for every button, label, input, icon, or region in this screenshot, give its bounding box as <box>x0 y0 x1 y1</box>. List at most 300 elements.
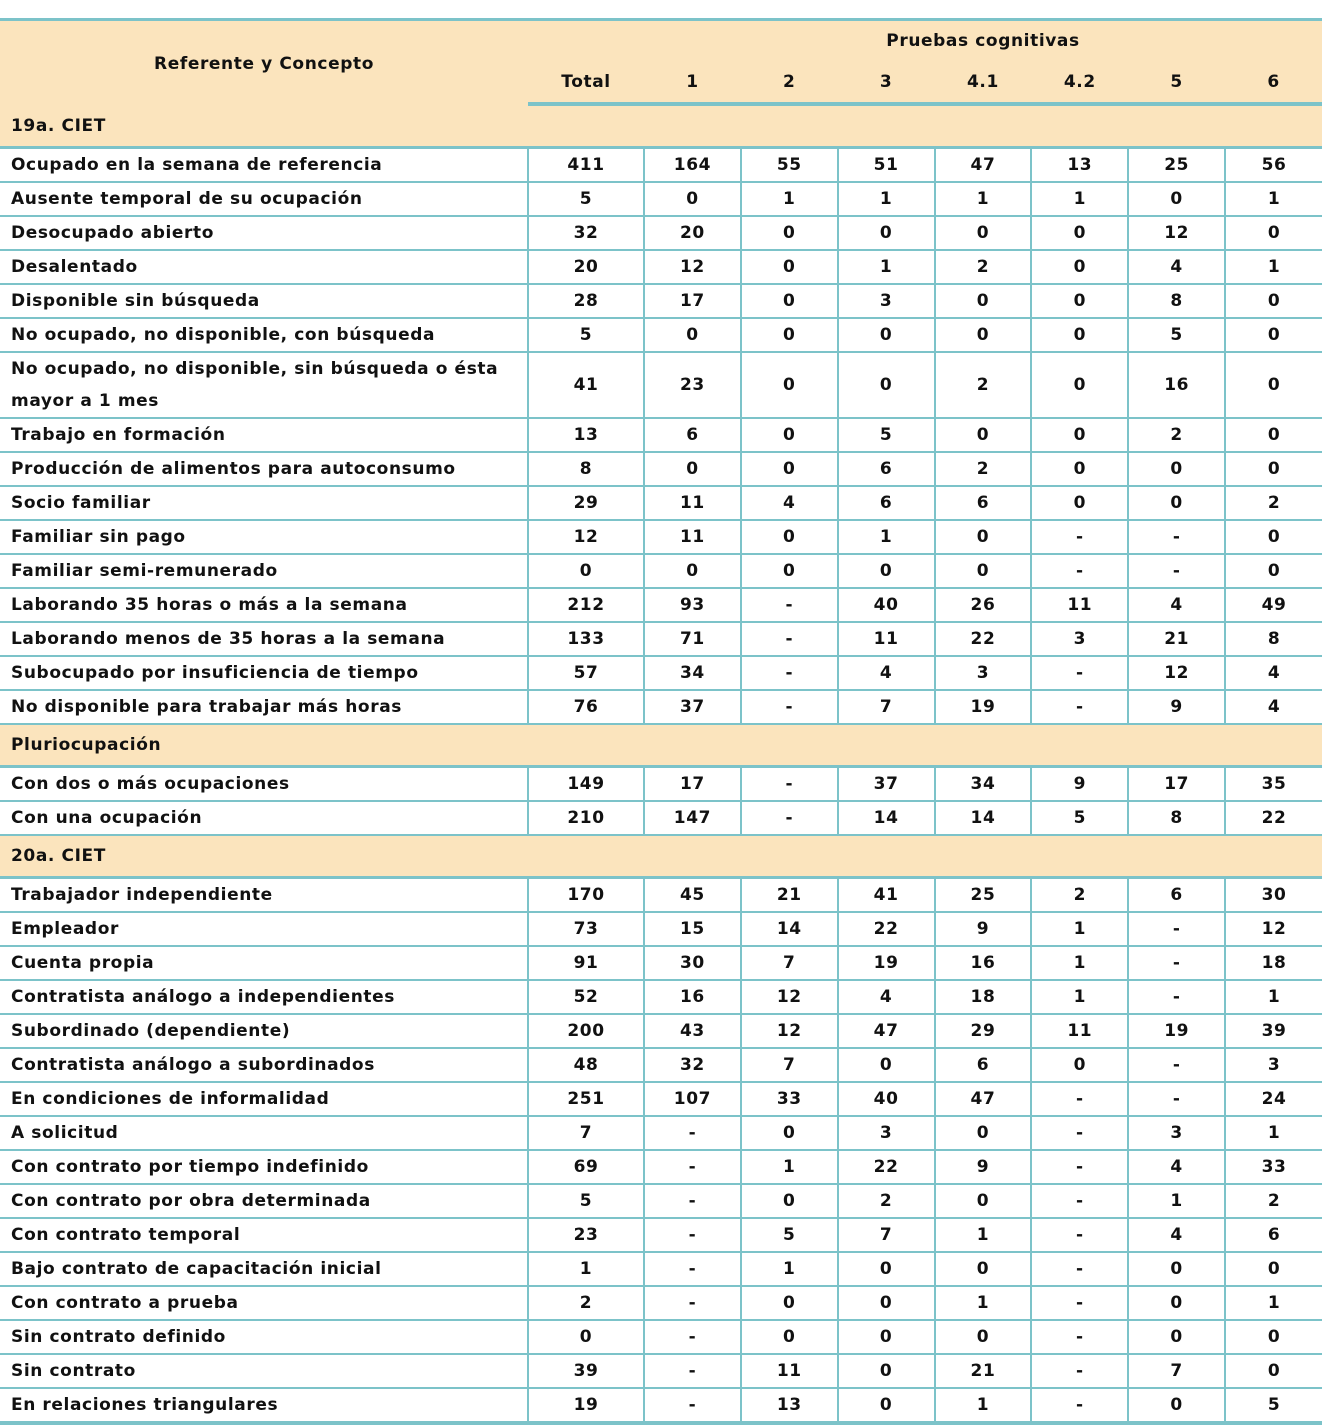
table-cell: 1 <box>935 1218 1032 1252</box>
table-cell: 0 <box>1128 452 1225 486</box>
table-cell: 23 <box>644 352 741 418</box>
data-table <box>0 18 1322 1425</box>
row-label: Desocupado abierto <box>0 216 528 250</box>
table-cell: 0 <box>1128 1320 1225 1354</box>
table-cell: 0 <box>1031 216 1128 250</box>
table-cell: 107 <box>644 1082 741 1116</box>
table-cell: 7 <box>528 1116 644 1150</box>
row-label: Con contrato a prueba <box>0 1286 528 1320</box>
table-cell: - <box>1031 1150 1128 1184</box>
row-label: Con contrato por obra determinada <box>0 1184 528 1218</box>
table-cell: 147 <box>644 801 741 835</box>
table-cell: 21 <box>741 877 838 912</box>
row-label: Familiar sin pago <box>0 520 528 554</box>
table-body <box>0 104 1322 1423</box>
table-cell: 0 <box>1031 284 1128 318</box>
table-cell: 0 <box>644 452 741 486</box>
table-cell: 1 <box>1225 250 1322 284</box>
table-cell: 28 <box>528 284 644 318</box>
table-cell: 0 <box>528 554 644 588</box>
table-cell: 4 <box>1128 1150 1225 1184</box>
table-cell: 20 <box>644 216 741 250</box>
table-cell: - <box>1128 520 1225 554</box>
table-cell: 1 <box>1031 182 1128 216</box>
table-cell: 0 <box>838 1354 935 1388</box>
row-label: Contratista análogo a subordinados <box>0 1048 528 1082</box>
table-cell: 48 <box>528 1048 644 1082</box>
table-cell: 19 <box>528 1388 644 1423</box>
column-header: 4.1 <box>935 62 1032 104</box>
table-cell: 1 <box>528 1252 644 1286</box>
table-cell: 40 <box>838 588 935 622</box>
section-row <box>0 724 1322 767</box>
table-cell: 23 <box>528 1218 644 1252</box>
table-cell: 0 <box>935 418 1032 452</box>
table-cell: 3 <box>1031 622 1128 656</box>
table-cell: 0 <box>741 216 838 250</box>
table-cell: - <box>1031 690 1128 724</box>
table-row <box>0 418 1322 452</box>
table-row <box>0 656 1322 690</box>
table-row <box>0 1048 1322 1082</box>
table-row <box>0 1286 1322 1320</box>
table-cell: 5 <box>1128 318 1225 352</box>
row-label: Subordinado (dependiente) <box>0 1014 528 1048</box>
table-cell: 8 <box>1225 622 1322 656</box>
table-cell: 0 <box>1225 1354 1322 1388</box>
table-cell: 51 <box>838 147 935 182</box>
table-row <box>0 486 1322 520</box>
table-cell: 3 <box>935 656 1032 690</box>
table-row <box>0 766 1322 801</box>
table-row <box>0 284 1322 318</box>
table-row <box>0 622 1322 656</box>
table-cell: 0 <box>741 318 838 352</box>
table-cell: - <box>1031 1354 1128 1388</box>
table-cell: 1 <box>838 520 935 554</box>
table-cell: 21 <box>1128 622 1225 656</box>
table-cell: 5 <box>1031 801 1128 835</box>
table-cell: 0 <box>644 318 741 352</box>
table-cell: 17 <box>1128 766 1225 801</box>
table-cell: 73 <box>528 912 644 946</box>
table-cell: 0 <box>1031 486 1128 520</box>
table-cell: - <box>644 1286 741 1320</box>
table-row <box>0 1082 1322 1116</box>
table-cell: 1 <box>1225 1286 1322 1320</box>
table-row <box>0 801 1322 835</box>
table-cell: 0 <box>935 554 1032 588</box>
table-cell: 1 <box>1031 980 1128 1014</box>
table-cell: 7 <box>741 1048 838 1082</box>
table-cell: 0 <box>1225 554 1322 588</box>
row-label: Producción de alimentos para autoconsumo <box>0 452 528 486</box>
table-cell: 0 <box>1128 182 1225 216</box>
row-label: Bajo contrato de capacitación inicial <box>0 1252 528 1286</box>
row-label: Ocupado en la semana de referencia <box>0 147 528 182</box>
table-row <box>0 1184 1322 1218</box>
table-cell: 0 <box>1128 1286 1225 1320</box>
table-cell: 1 <box>838 182 935 216</box>
table-cell: 411 <box>528 147 644 182</box>
table-cell: 5 <box>1225 1388 1322 1423</box>
row-label: No ocupado, no disponible, con búsqueda <box>0 318 528 352</box>
table-row <box>0 946 1322 980</box>
table-row <box>0 1252 1322 1286</box>
table-cell: 5 <box>838 418 935 452</box>
table-cell: 19 <box>838 946 935 980</box>
row-label: Socio familiar <box>0 486 528 520</box>
table-cell: 7 <box>838 690 935 724</box>
table-cell: 2 <box>838 1184 935 1218</box>
table-cell: 0 <box>838 1320 935 1354</box>
row-label: Trabajo en formación <box>0 418 528 452</box>
table-cell: 4 <box>1128 250 1225 284</box>
column-header: 6 <box>1225 62 1322 104</box>
table-cell: 2 <box>935 352 1032 418</box>
table-cell: 30 <box>1225 877 1322 912</box>
table-cell: 9 <box>935 1150 1032 1184</box>
column-header: Total <box>528 62 644 104</box>
table-cell: 8 <box>1128 284 1225 318</box>
table-cell: 2 <box>1031 877 1128 912</box>
table-cell: 52 <box>528 980 644 1014</box>
table-cell: 2 <box>935 250 1032 284</box>
table-cell: - <box>1031 1184 1128 1218</box>
table-cell: 0 <box>741 418 838 452</box>
table-cell: 7 <box>741 946 838 980</box>
column-header: 1 <box>644 62 741 104</box>
row-label: Desalentado <box>0 250 528 284</box>
table-cell: 56 <box>1225 147 1322 182</box>
table-cell: 0 <box>838 1286 935 1320</box>
table-cell: 0 <box>741 520 838 554</box>
row-label: Trabajador independiente <box>0 877 528 912</box>
table-cell: 1 <box>1031 912 1128 946</box>
table-cell: 4 <box>1128 588 1225 622</box>
row-label: Disponible sin búsqueda <box>0 284 528 318</box>
table-cell: 12 <box>741 980 838 1014</box>
table-cell: 0 <box>741 250 838 284</box>
row-label: Cuenta propia <box>0 946 528 980</box>
table-cell: 2 <box>935 452 1032 486</box>
table-cell: 39 <box>1225 1014 1322 1048</box>
section-row <box>0 104 1322 148</box>
table-row <box>0 318 1322 352</box>
table-cell: 200 <box>528 1014 644 1048</box>
column-header: 4.2 <box>1031 62 1128 104</box>
table-cell: 0 <box>1031 318 1128 352</box>
table-cell: 16 <box>935 946 1032 980</box>
table-cell: 0 <box>1031 418 1128 452</box>
table-cell: 0 <box>528 1320 644 1354</box>
table-cell: 3 <box>1225 1048 1322 1082</box>
table-cell: 0 <box>838 352 935 418</box>
table-cell: 11 <box>1031 588 1128 622</box>
table-cell: 18 <box>1225 946 1322 980</box>
table-cell: - <box>741 622 838 656</box>
table-cell: 57 <box>528 656 644 690</box>
table-cell: - <box>1128 912 1225 946</box>
table-cell: 21 <box>935 1354 1032 1388</box>
table-cell: 33 <box>1225 1150 1322 1184</box>
table-cell: 49 <box>1225 588 1322 622</box>
table-cell: - <box>1128 946 1225 980</box>
table-cell: 1 <box>741 1252 838 1286</box>
table-cell: - <box>1128 1048 1225 1082</box>
table-cell: 4 <box>1225 656 1322 690</box>
table-cell: 9 <box>935 912 1032 946</box>
table-cell: 0 <box>1225 352 1322 418</box>
table-cell: 11 <box>1031 1014 1128 1048</box>
table-cell: 164 <box>644 147 741 182</box>
table-cell: 22 <box>935 622 1032 656</box>
table-cell: 41 <box>528 352 644 418</box>
table-cell: 0 <box>1031 1048 1128 1082</box>
table-cell: 251 <box>528 1082 644 1116</box>
table-row <box>0 588 1322 622</box>
table-cell: 17 <box>644 284 741 318</box>
table-cell: 0 <box>935 1252 1032 1286</box>
table-cell: 8 <box>528 452 644 486</box>
table-cell: 0 <box>1225 1320 1322 1354</box>
table-cell: 35 <box>1225 766 1322 801</box>
table-cell: 5 <box>741 1218 838 1252</box>
table-cell: 22 <box>838 912 935 946</box>
table-cell: 6 <box>838 452 935 486</box>
table-cell: 76 <box>528 690 644 724</box>
table-cell: 91 <box>528 946 644 980</box>
table-cell: 0 <box>741 1320 838 1354</box>
table-cell: 13 <box>1031 147 1128 182</box>
table-cell: 1 <box>741 182 838 216</box>
group-header: Pruebas cognitivas <box>644 20 1322 62</box>
row-label: Con una ocupación <box>0 801 528 835</box>
table-cell: 20 <box>528 250 644 284</box>
column-header: 2 <box>741 62 838 104</box>
table-cell: 0 <box>1225 418 1322 452</box>
table-cell: 16 <box>1128 352 1225 418</box>
table-cell: 6 <box>838 486 935 520</box>
table-cell: - <box>1031 1320 1128 1354</box>
table-cell: 12 <box>528 520 644 554</box>
table-cell: - <box>741 690 838 724</box>
table-cell: - <box>644 1320 741 1354</box>
table-cell: 30 <box>644 946 741 980</box>
table-cell: 25 <box>935 877 1032 912</box>
table-cell: 0 <box>1031 452 1128 486</box>
table-row <box>0 1388 1322 1423</box>
table-cell: 11 <box>838 622 935 656</box>
table-cell: 1 <box>1225 1116 1322 1150</box>
table-cell: - <box>644 1218 741 1252</box>
table-cell: 0 <box>741 1184 838 1218</box>
table-cell: 32 <box>528 216 644 250</box>
table-cell: 1 <box>935 1286 1032 1320</box>
table-cell: 14 <box>838 801 935 835</box>
table-cell: 40 <box>838 1082 935 1116</box>
row-label: Contratista análogo a independientes <box>0 980 528 1014</box>
section-row <box>0 835 1322 878</box>
table-cell: 0 <box>1225 452 1322 486</box>
table-cell: 210 <box>528 801 644 835</box>
table-cell: 17 <box>644 766 741 801</box>
table-cell: 4 <box>1128 1218 1225 1252</box>
table-cell: - <box>741 588 838 622</box>
table-cell: 47 <box>935 1082 1032 1116</box>
table-cell: 6 <box>644 418 741 452</box>
table-cell: 7 <box>838 1218 935 1252</box>
table-cell: 0 <box>935 1184 1032 1218</box>
table-cell: - <box>1031 1286 1128 1320</box>
table-cell: 18 <box>935 980 1032 1014</box>
table-cell: 149 <box>528 766 644 801</box>
table-row <box>0 554 1322 588</box>
table-cell: 6 <box>935 1048 1032 1082</box>
table-cell: 8 <box>1128 801 1225 835</box>
table-cell: 0 <box>741 452 838 486</box>
row-label: Laborando menos de 35 horas a la semana <box>0 622 528 656</box>
table-cell: - <box>644 1184 741 1218</box>
table-cell: 1 <box>1128 1184 1225 1218</box>
table-cell: 29 <box>935 1014 1032 1048</box>
table-cell: 133 <box>528 622 644 656</box>
table-cell: 12 <box>741 1014 838 1048</box>
column-header: 3 <box>838 62 935 104</box>
table-cell: 0 <box>1225 284 1322 318</box>
table-cell: 11 <box>644 520 741 554</box>
table-cell: 93 <box>644 588 741 622</box>
table-cell: 12 <box>1225 912 1322 946</box>
table-cell: 0 <box>935 1116 1032 1150</box>
table-cell: 2 <box>1128 418 1225 452</box>
table-cell: 12 <box>1128 656 1225 690</box>
row-label: Subocupado por insuficiencia de tiempo <box>0 656 528 690</box>
table-cell: 0 <box>741 554 838 588</box>
table-cell: - <box>1128 554 1225 588</box>
table-cell: 0 <box>1031 250 1128 284</box>
table-cell: - <box>741 766 838 801</box>
table-cell: - <box>1128 1082 1225 1116</box>
table-cell: 0 <box>935 318 1032 352</box>
table-cell: 1 <box>838 250 935 284</box>
table-cell: - <box>741 656 838 690</box>
table-cell: 45 <box>644 877 741 912</box>
table-cell: 13 <box>528 418 644 452</box>
table-cell: 47 <box>838 1014 935 1048</box>
table-cell: 0 <box>838 554 935 588</box>
table-cell: 3 <box>1128 1116 1225 1150</box>
table-cell: - <box>1031 1388 1128 1423</box>
table-cell: 1 <box>1225 182 1322 216</box>
row-label: Con contrato por tiempo indefinido <box>0 1150 528 1184</box>
table-cell: 2 <box>1225 1184 1322 1218</box>
table-row <box>0 1014 1322 1048</box>
column-header: 5 <box>1128 62 1225 104</box>
row-label: A solicitud <box>0 1116 528 1150</box>
table-header <box>0 20 1322 104</box>
table-cell: 37 <box>838 766 935 801</box>
table-cell: 5 <box>528 1184 644 1218</box>
table-cell: 0 <box>644 554 741 588</box>
row-label: Laborando 35 horas o más a la semana <box>0 588 528 622</box>
table-cell: 0 <box>838 1388 935 1423</box>
table-cell: 25 <box>1128 147 1225 182</box>
table-cell: 0 <box>935 284 1032 318</box>
table-cell: 47 <box>935 147 1032 182</box>
table-cell: 0 <box>1225 318 1322 352</box>
table-cell: 22 <box>838 1150 935 1184</box>
table-cell: - <box>644 1354 741 1388</box>
table-cell: 4 <box>838 656 935 690</box>
table-cell: 0 <box>838 318 935 352</box>
table-cell: 7 <box>1128 1354 1225 1388</box>
table-cell: 0 <box>741 284 838 318</box>
table-cell: 33 <box>741 1082 838 1116</box>
table-cell: 5 <box>528 182 644 216</box>
table-cell: 22 <box>1225 801 1322 835</box>
table-row <box>0 452 1322 486</box>
table-row <box>0 1116 1322 1150</box>
table-cell: 24 <box>1225 1082 1322 1116</box>
table-cell: 0 <box>1031 352 1128 418</box>
table-cell: 34 <box>644 656 741 690</box>
table-cell: 19 <box>935 690 1032 724</box>
table-row <box>0 1218 1322 1252</box>
table-cell: - <box>1128 980 1225 1014</box>
table-row <box>0 912 1322 946</box>
table-cell: 69 <box>528 1150 644 1184</box>
row-label: En relaciones triangulares <box>0 1388 528 1423</box>
table-cell: 0 <box>741 1286 838 1320</box>
section-title: 20a. CIET <box>0 835 1322 878</box>
table-cell: 6 <box>1128 877 1225 912</box>
concept-header: Referente y Concepto <box>0 20 528 104</box>
table-cell: 12 <box>644 250 741 284</box>
table-row <box>0 352 1322 418</box>
table-cell: 3 <box>838 1116 935 1150</box>
table-row <box>0 980 1322 1014</box>
table-cell: 0 <box>1225 216 1322 250</box>
row-label: Con dos o más ocupaciones <box>0 766 528 801</box>
table-cell: 14 <box>741 912 838 946</box>
row-label: En condiciones de informalidad <box>0 1082 528 1116</box>
table-cell: - <box>1031 1082 1128 1116</box>
row-label: No disponible para trabajar más horas <box>0 690 528 724</box>
row-label: Sin contrato <box>0 1354 528 1388</box>
table-cell: 0 <box>838 216 935 250</box>
table-cell: 0 <box>838 1048 935 1082</box>
table-row <box>0 520 1322 554</box>
table-row <box>0 877 1322 912</box>
table-cell: 170 <box>528 877 644 912</box>
table-row <box>0 1150 1322 1184</box>
row-label: Familiar semi-remunerado <box>0 554 528 588</box>
row-label: Empleador <box>0 912 528 946</box>
table-cell: 5 <box>528 318 644 352</box>
table-cell: 0 <box>1128 1388 1225 1423</box>
table-cell: 11 <box>741 1354 838 1388</box>
section-title: Pluriocupación <box>0 724 1322 767</box>
table-cell: 2 <box>528 1286 644 1320</box>
table-cell: 6 <box>1225 1218 1322 1252</box>
table-row <box>0 216 1322 250</box>
table-cell: 6 <box>935 486 1032 520</box>
table-cell: 19 <box>1128 1014 1225 1048</box>
table-cell: 4 <box>1225 690 1322 724</box>
table-row <box>0 182 1322 216</box>
table-cell: 32 <box>644 1048 741 1082</box>
